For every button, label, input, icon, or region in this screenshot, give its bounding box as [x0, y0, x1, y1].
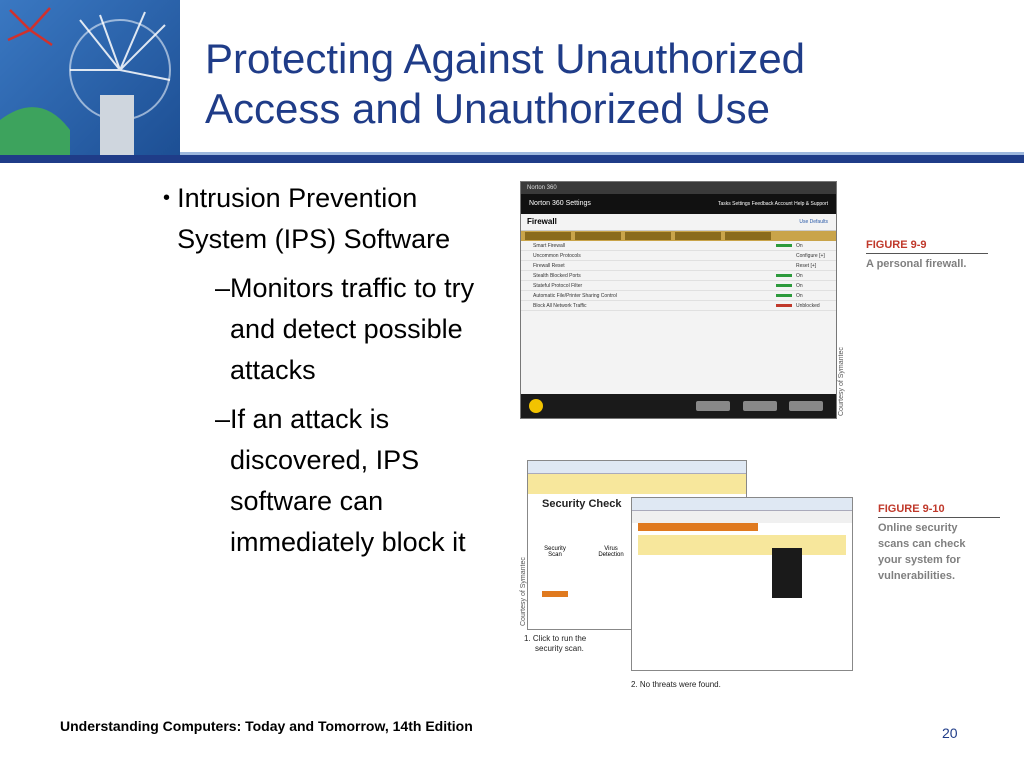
row-status: On [796, 292, 803, 299]
row-label: Automatic File/Printer Sharing Control [533, 292, 617, 299]
start-scan-button[interactable] [542, 591, 568, 597]
status-bar [776, 284, 792, 287]
row-label: Smart Firewall [533, 242, 565, 249]
back-button[interactable] [743, 401, 777, 411]
slide-footer: Understanding Computers: Today and Tomorrow, 14th Edition [60, 718, 473, 734]
figure2-credit: Courtesy of Symantec [520, 557, 527, 626]
status-bar [776, 254, 792, 257]
firewall-row [521, 271, 836, 281]
note-1 [524, 634, 586, 654]
row-status: On [796, 242, 803, 249]
bullet-item [163, 178, 483, 260]
desc-line: vulnerabilities. [878, 570, 956, 582]
row-label: Block All Network Traffic [533, 302, 587, 309]
title-line-1: Protecting Against Unauthorized [205, 35, 806, 82]
title-line-2: Access and Unauthorized Use [205, 85, 770, 132]
status-bar [776, 244, 792, 247]
figure1-credit: Courtesy of Symantec [838, 347, 845, 416]
security-scan-label: Security Scan [544, 546, 566, 558]
sub-bullet-item [215, 399, 483, 563]
section-title: Firewall [527, 217, 557, 226]
header-left: Norton 360 Settings [529, 200, 591, 207]
settings-tabs [521, 231, 836, 241]
row-status: Reset [+] [796, 262, 817, 269]
header-right: Tasks Settings Feedback Account Help & Support [717, 201, 828, 207]
scan-results-page [631, 497, 853, 671]
firewall-rows [521, 241, 836, 311]
dash-marker: – [215, 273, 231, 303]
desc-line: Online security [878, 522, 958, 534]
close-button[interactable] [789, 401, 823, 411]
row-status: On [796, 282, 803, 289]
status-bar [776, 304, 792, 307]
firewall-row [521, 291, 836, 301]
row-label: Stealth Blocked Ports [533, 272, 581, 279]
status-bar [776, 274, 792, 277]
firewall-row [521, 301, 836, 311]
firewall-row [521, 261, 836, 271]
desc-line: scans can check [878, 538, 966, 550]
row-status: Configure [+] [796, 252, 825, 259]
figure1-caption: FIGURE 9-9 [866, 239, 927, 251]
dash-marker: – [215, 404, 231, 434]
firewall-row [521, 281, 836, 291]
security-check-heading: Security Check [542, 498, 622, 510]
figure2-description [878, 520, 965, 584]
caption-rule [878, 517, 1000, 518]
note-1-line-1: 1. Click to run the [524, 634, 587, 643]
row-status: On [796, 272, 803, 279]
sub-bullet-item [215, 268, 483, 391]
note-2: 2. No threats were found. [631, 680, 721, 689]
bullet-text: Intrusion Prevention System (IPS) Software [177, 183, 451, 254]
sub-bullet-text: Monitors traffic to try and detect possible attacks [230, 273, 475, 385]
slide-title [205, 34, 995, 134]
note-1-line-2: security scan. [535, 644, 584, 653]
page-number: 20 [942, 725, 958, 741]
row-label: Firewall Reset [533, 262, 565, 269]
figure1-description: A personal firewall. [866, 258, 967, 270]
sub-bullet-text: If an attack is discovered, IPS software can immediately block it [230, 404, 466, 557]
virus-detection-label: Virus Detection [598, 546, 624, 558]
bullet-dot: • [163, 187, 171, 209]
row-label: Uncommon Protocols [533, 252, 581, 259]
status-bar [776, 264, 792, 267]
firewall-row [521, 251, 836, 261]
status-bar [776, 294, 792, 297]
firewall-row [521, 241, 836, 251]
bullet-list [163, 178, 483, 563]
row-label: Stateful Protocol Filter [533, 282, 583, 289]
app-header [521, 194, 836, 214]
footer-bar [521, 394, 836, 418]
norton-logo-icon [529, 399, 543, 413]
title-rule [0, 155, 1024, 163]
desc-line: your system for [878, 554, 961, 566]
use-defaults-link[interactable]: Use Defaults [799, 219, 828, 225]
firewall-section [521, 214, 836, 231]
figure2-caption: FIGURE 9-10 [878, 503, 945, 515]
row-status: Unblocked [796, 302, 820, 309]
window-title: Norton 360 [521, 182, 836, 194]
caption-rule [866, 253, 988, 254]
corner-logo [0, 0, 180, 155]
apply-button[interactable] [696, 401, 730, 411]
firewall-screenshot [520, 181, 837, 419]
